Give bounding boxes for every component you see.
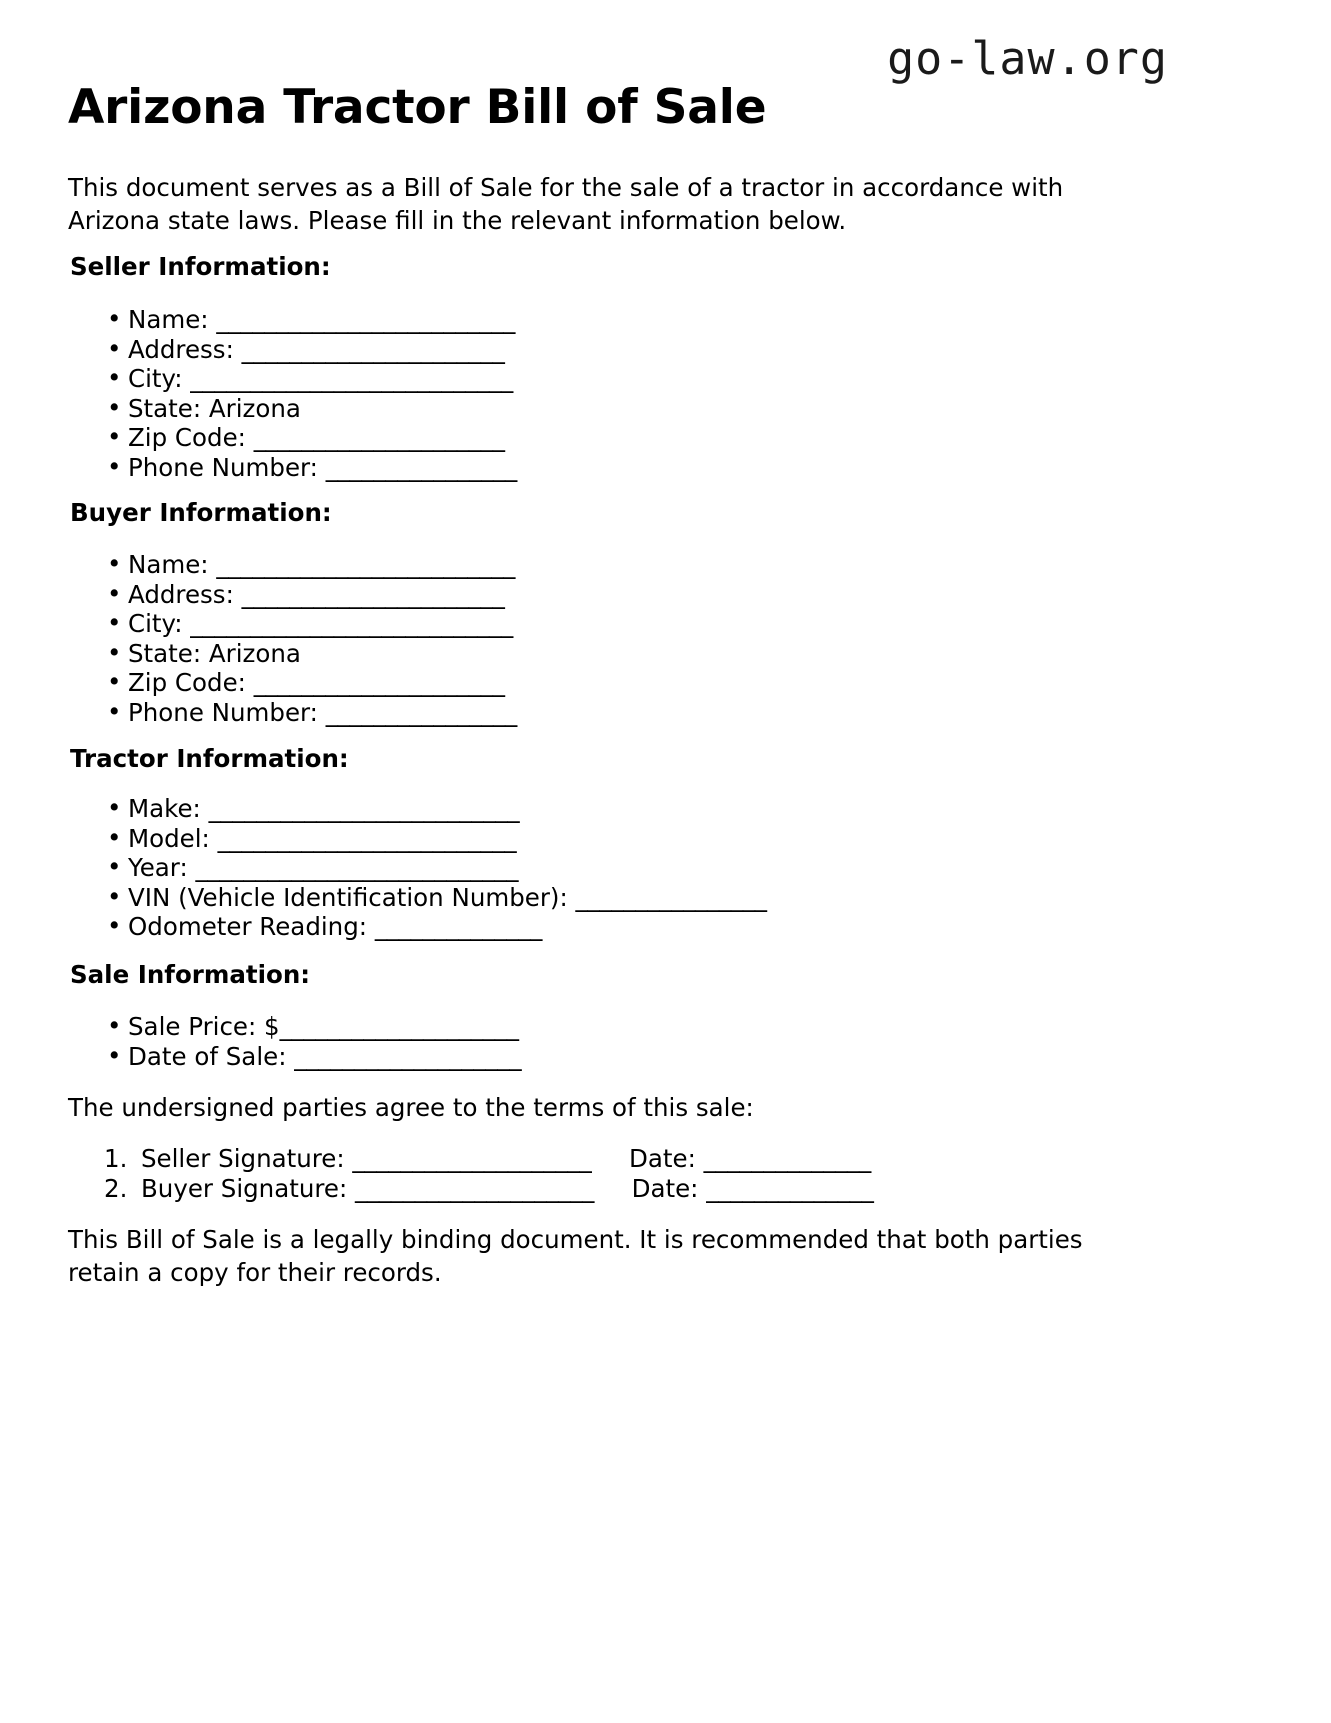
list-number: 1. [104, 1144, 128, 1173]
field-label: VIN (Vehicle Identification Number): [128, 882, 568, 912]
field-value: Arizona [208, 638, 301, 668]
field-blank[interactable]: ______________________ [241, 334, 505, 364]
bullet-icon: • [107, 608, 122, 638]
field-row-seller-phone [68, 453, 517, 483]
signature-blank[interactable]: ____________________ [352, 1144, 592, 1173]
tractor-field-list [68, 794, 767, 942]
bullet-icon: • [107, 852, 122, 882]
field-blank[interactable]: ________________ [325, 452, 517, 482]
bullet-icon: • [107, 822, 122, 852]
field-blank[interactable]: _________________________ [217, 823, 517, 853]
bullet-icon: • [107, 637, 122, 667]
date-label: Date: [629, 1144, 696, 1173]
bullet-icon: • [107, 578, 122, 608]
date-blank[interactable]: ______________ [706, 1173, 874, 1203]
field-blank[interactable]: ____________________ [279, 1012, 519, 1041]
field-blank[interactable]: _________________________ [216, 550, 516, 579]
section-heading-seller: Seller Information: [70, 252, 331, 281]
bullet-icon: • [107, 451, 122, 481]
site-logo: go-law.org [887, 32, 1168, 85]
field-label: Year: [128, 853, 188, 883]
bullet-icon: • [107, 422, 122, 452]
sale-field-list [68, 1012, 521, 1071]
signature-blank[interactable]: ____________________ [355, 1173, 595, 1203]
field-blank[interactable]: ___________________________ [190, 364, 513, 394]
field-blank[interactable]: ___________________________ [190, 609, 513, 639]
section-heading-tractor: Tractor Information: [70, 744, 349, 773]
field-blank[interactable]: ________________ [325, 697, 517, 727]
bullet-icon: • [107, 392, 122, 422]
field-blank[interactable]: _________________________ [216, 305, 516, 334]
bullet-icon: • [107, 1011, 122, 1040]
signature-label: Buyer Signature: [141, 1173, 348, 1203]
section-heading-sale: Sale Information: [70, 960, 311, 989]
bullet-icon: • [107, 304, 122, 333]
bullet-icon: • [107, 696, 122, 726]
field-row-seller-city [68, 364, 517, 394]
agreement-paragraph: The undersigned parties agree to the terms of this sale: [68, 1093, 754, 1122]
field-label: Zip Code: [128, 668, 246, 698]
field-label: Date of Sale: [128, 1041, 287, 1071]
bullet-icon: • [107, 793, 122, 822]
field-label: Address: [128, 334, 234, 364]
field-label: Address: [128, 579, 234, 609]
field-label: Zip Code: [128, 423, 246, 453]
seller-field-list [68, 305, 517, 482]
field-blank[interactable]: _____________________ [253, 423, 505, 453]
field-blank[interactable]: ________________ [575, 882, 767, 912]
field-label: Phone Number: [128, 697, 318, 727]
field-blank[interactable]: ___________________ [294, 1041, 522, 1071]
field-row-tractor-make [68, 794, 767, 824]
field-label: Name: [128, 305, 209, 334]
list-number: 2. [104, 1173, 128, 1203]
field-row-seller-name [68, 305, 517, 335]
field-row-tractor-odometer [68, 912, 767, 942]
field-row-sale-price [68, 1012, 521, 1042]
date-label: Date: [631, 1173, 699, 1203]
field-row-seller-address [68, 335, 517, 365]
buyer-field-list [68, 550, 517, 727]
field-label: Make: [128, 794, 201, 823]
field-blank[interactable]: __________________________ [208, 794, 520, 823]
field-label: City: [128, 364, 183, 394]
bullet-icon: • [107, 1040, 122, 1070]
signature-row-seller [104, 1144, 874, 1174]
field-row-buyer-phone [68, 698, 517, 728]
field-label: Model: [128, 823, 210, 853]
field-row-tractor-model [68, 824, 767, 854]
field-label: City: [128, 609, 183, 639]
field-blank[interactable]: _____________________ [253, 668, 505, 698]
field-row-buyer-name [68, 550, 517, 580]
signature-row-buyer [104, 1174, 874, 1204]
field-row-seller-zip [68, 423, 517, 453]
closing-paragraph: This Bill of Sale is a legally binding document. It is recommended that both parties retain a copy for their records. [68, 1225, 1083, 1287]
field-row-buyer-city [68, 609, 517, 639]
field-row-seller-state [68, 394, 517, 424]
field-label: Name: [128, 550, 209, 579]
bullet-icon: • [107, 667, 122, 697]
field-label: State: [128, 393, 202, 423]
field-row-sale-date [68, 1042, 521, 1072]
field-row-buyer-zip [68, 668, 517, 698]
field-value: Arizona [208, 393, 301, 423]
field-row-buyer-address [68, 580, 517, 610]
bullet-icon: • [107, 911, 122, 941]
bullet-icon: • [107, 881, 122, 911]
bullet-icon: • [107, 549, 122, 578]
intro-paragraph: This document serves as a Bill of Sale for the sale of a tractor in accordance with Arizona state laws. Please fill in the relevant information below. [68, 173, 1064, 235]
field-label: State: [128, 638, 202, 668]
field-row-tractor-year [68, 853, 767, 883]
field-blank[interactable]: ___________________________ [195, 853, 519, 883]
field-label: Odometer Reading: [128, 912, 368, 942]
page-title: Arizona Tractor Bill of Sale [68, 80, 767, 135]
field-label: Sale Price: $ [128, 1012, 280, 1041]
field-row-tractor-vin [68, 883, 767, 913]
bullet-icon: • [107, 333, 122, 363]
signature-label: Seller Signature: [141, 1144, 345, 1173]
field-blank[interactable]: ______________ [374, 912, 543, 942]
field-label: Phone Number: [128, 452, 318, 482]
field-row-buyer-state [68, 639, 517, 669]
signature-list [104, 1144, 874, 1203]
bullet-icon: • [107, 363, 122, 393]
section-heading-buyer: Buyer Information: [70, 498, 332, 527]
field-blank[interactable]: ______________________ [241, 579, 505, 609]
date-blank[interactable]: ______________ [703, 1144, 871, 1173]
